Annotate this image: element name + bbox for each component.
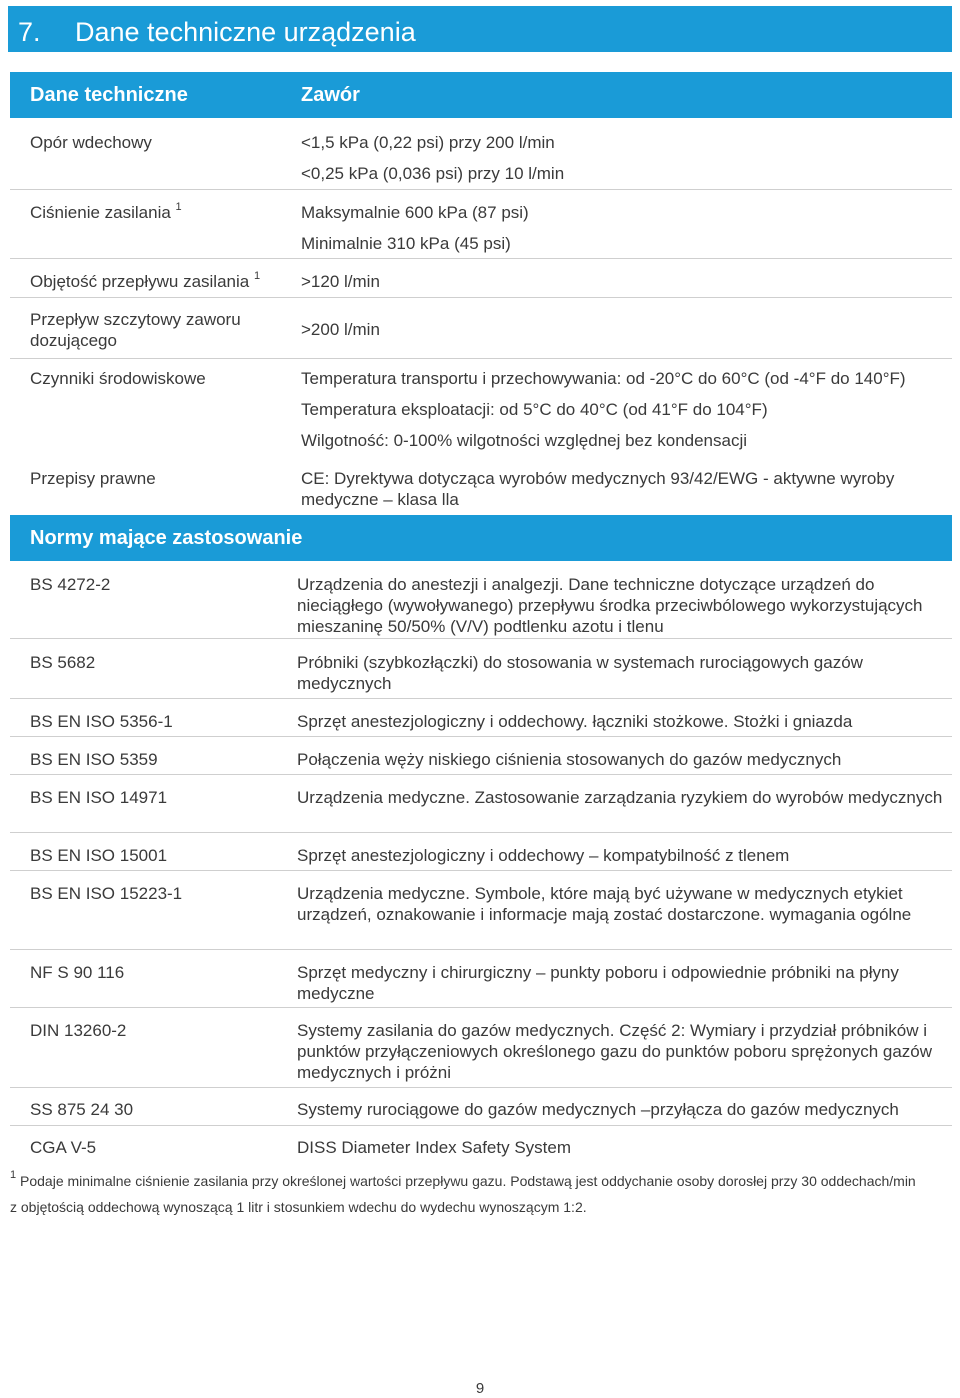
footnote-continued bbox=[10, 1198, 955, 1216]
tech-row-label-text: Objętość przepływu zasilania bbox=[30, 272, 250, 291]
page-number: 9 bbox=[475, 1380, 485, 1397]
tech-row-values bbox=[301, 202, 951, 264]
norm-code: BS EN ISO 5359 bbox=[30, 750, 158, 769]
tech-row bbox=[10, 259, 952, 298]
tech-row-label bbox=[30, 202, 280, 223]
footnote-ref: 1 bbox=[253, 270, 261, 282]
tech-row bbox=[10, 298, 952, 359]
tech-row-values bbox=[301, 468, 941, 510]
norm-row bbox=[10, 737, 952, 775]
norm-row bbox=[10, 950, 952, 1008]
norm-description: Systemy rurociągowe do gazów medycznych –przyłącza do gazów medycznych bbox=[297, 1100, 899, 1119]
norm-row bbox=[10, 833, 952, 871]
section-title-bar bbox=[8, 6, 952, 52]
norm-row bbox=[10, 639, 952, 699]
tech-header-col1: Dane techniczne bbox=[30, 84, 188, 106]
tech-row-label: Opór wdechowy bbox=[30, 133, 152, 152]
tech-header-col2: Zawór bbox=[301, 84, 360, 106]
tech-value: Wilgotność: 0-100% wilgotności względnej bez kondensacji bbox=[301, 431, 748, 450]
tech-row-label: Przepisy prawne bbox=[30, 469, 156, 488]
norm-code: CGA V-5 bbox=[30, 1138, 97, 1157]
norm-row bbox=[10, 775, 952, 833]
tech-row bbox=[10, 118, 952, 190]
tech-row-label: Przepływ szczytowy zaworu dozującego bbox=[30, 310, 241, 350]
norm-code: SS 875 24 30 bbox=[30, 1100, 134, 1119]
norm-description: Systemy zasilania do gazów medycznych. Część 2: Wymiary i przydział próbników i punktów przyłączeniowych określonego gazu do punktów poboru sprężonych gazów medycznych i próżni bbox=[297, 1021, 933, 1082]
tech-value: Temperatura eksploatacji: od 5°C do 40°C (od 41°F do 104°F) bbox=[301, 400, 768, 419]
norm-row bbox=[10, 1088, 952, 1126]
norm-description: Urządzenia do anestezji i analgezji. Dane techniczne dotyczące urządzeń do nieciągłego (wywoływanego) przepływu środka przeciwbólowego wykorzystujących mieszaninę 50/50% (V/V) podtlenku azotu i tlenu bbox=[297, 575, 923, 636]
tech-row-label bbox=[30, 271, 280, 292]
norm-description: Próbniki (szybkozłączki) do stosowania w systemach rurociągowych gazów medycznych bbox=[297, 653, 863, 693]
footnote bbox=[10, 1169, 955, 1190]
tech-value: CE: Dyrektywa dotycząca wyrobów medycznych 93/42/EWG - aktywne wyroby medyczne – klasa lla bbox=[301, 469, 895, 509]
norm-description: DISS Diameter Index Safety System bbox=[297, 1138, 571, 1157]
tech-value: >200 l/min bbox=[301, 320, 380, 339]
tech-row bbox=[10, 359, 952, 457]
tech-row-label-text: Ciśnienie zasilania bbox=[30, 203, 171, 222]
norm-code: BS EN ISO 15223-1 bbox=[30, 884, 183, 903]
norms-header-title: Normy mające zastosowanie bbox=[30, 527, 303, 549]
tech-value: Minimalnie 310 kPa (45 psi) bbox=[301, 234, 511, 253]
footnote-line2: z objętością oddechową wynoszącą 1 litr i stosunkiem wdechu do wydechu wynoszącym 1:2. bbox=[10, 1199, 587, 1215]
footnote-mark: 1 bbox=[10, 1169, 17, 1181]
tech-value: >120 l/min bbox=[301, 272, 380, 291]
section-title: Dane techniczne urządzenia bbox=[75, 17, 416, 47]
tech-row-label: Czynniki środowiskowe bbox=[30, 369, 206, 388]
section-number: 7. bbox=[18, 17, 41, 47]
norm-description: Sprzęt anestezjologiczny i oddechowy. łączniki stożkowe. Stożki i gniazda bbox=[297, 712, 853, 731]
norm-row bbox=[10, 699, 952, 737]
footnote-ref: 1 bbox=[175, 201, 182, 213]
tech-row bbox=[10, 458, 952, 514]
norm-description: Połączenia węży niskiego ciśnienia stosowanych do gazów medycznych bbox=[297, 750, 842, 769]
norm-description: Urządzenia medyczne. Zastosowanie zarządzania ryzykiem do wyrobów medycznych bbox=[297, 788, 943, 807]
tech-value: Temperatura transportu i przechowywania: od -20°C do 60°C (od -4°F do 140°F) bbox=[301, 369, 906, 388]
norms-header bbox=[10, 515, 952, 561]
norm-description: Sprzęt medyczny i chirurgiczny – punkty poboru i odpowiednie próbniki na płyny medyczne bbox=[297, 963, 899, 1003]
tech-table-header bbox=[10, 72, 952, 118]
tech-value: <1,5 kPa (0,22 psi) przy 200 l/min bbox=[301, 133, 555, 152]
tech-row bbox=[10, 190, 952, 259]
norm-row bbox=[10, 1008, 952, 1088]
norm-code: BS EN ISO 14971 bbox=[30, 788, 168, 807]
norm-code: DIN 13260-2 bbox=[30, 1021, 127, 1040]
tech-value: Maksymalnie 600 kPa (87 psi) bbox=[301, 203, 529, 222]
norm-description: Urządzenia medyczne. Symbole, które mają być używane w medycznych etykiet urządzeń, oznakowanie i informacje mają zostać dostarczone. wymagania ogólne bbox=[297, 884, 912, 924]
tech-row-values bbox=[301, 368, 951, 461]
norm-row bbox=[10, 561, 952, 639]
tech-row-values bbox=[301, 132, 951, 194]
norm-code: BS EN ISO 5356-1 bbox=[30, 712, 173, 731]
norm-row bbox=[10, 871, 952, 950]
tech-value: <0,25 kPa (0,036 psi) przy 10 l/min bbox=[301, 164, 565, 183]
footnote-line1: Podaje minimalne ciśnienie zasilania przy określonej wartości przepływu gazu. Podstawą jest oddychanie osoby dorosłej przy 30 oddechach/min bbox=[20, 1173, 916, 1189]
norm-code: BS EN ISO 15001 bbox=[30, 846, 168, 865]
norm-row bbox=[10, 1126, 952, 1162]
norm-description: Sprzęt anestezjologiczny i oddechowy – kompatybilność z tlenem bbox=[297, 846, 790, 865]
norm-code: NF S 90 116 bbox=[30, 963, 125, 982]
tech-row-values bbox=[301, 319, 951, 350]
norm-code: BS 5682 bbox=[30, 653, 96, 672]
norm-code: BS 4272-2 bbox=[30, 575, 111, 594]
